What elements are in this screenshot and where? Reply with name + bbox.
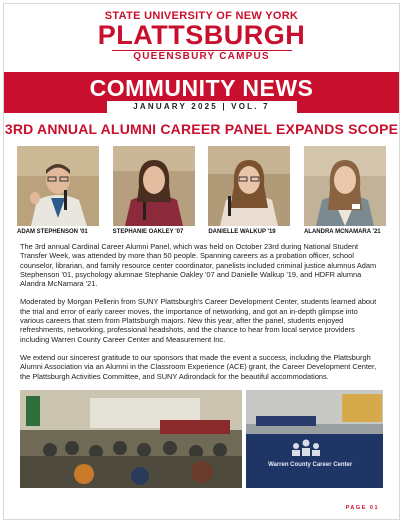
article-paragraph-1: The 3rd annual Cardinal Career Alumni Panel, which was held on October 23rd during National Student Transfer Week, was attended by more than 50 people. Spanning careers as a probation officer, school counselor, librarian, and family resource center coordinator, panelists included criminal justice alumnus Adam Stephenson '01, psychology alumnae Stephanie Oakley '07 and Danielle Walkup '19, and HDFR alumna Alandra McNamara '21. [20,242,377,289]
article-paragraph-2: Moderated by Morgan Pellerin from SUNY Plattsburgh's Career Development Center, students learned about the trial and error of early career moves, the importance of networking, and got an in-depth glimpse into various careers that stem from Plattsburgh majors. New this year, after the panel, students enjoyed refreshments, networking, professional headshots, and the chance to hear from local service providers including Warren County Career Center and Measurement Inc. [20,297,377,344]
page-number: PAGE 01 [345,505,379,511]
booth-banner-text: Warren County Career Center [268,461,353,468]
event-audience-photo [20,390,242,488]
panelist-photo-2 [113,146,195,235]
career-center-booth-photo [246,390,383,488]
event-photos [4,390,399,488]
panelist-caption-4: ALANDRA MCNAMARA '21 [303,229,381,235]
article-body [4,242,399,381]
panelist-image-stephanie [113,146,195,226]
panelist-image-alandra [304,146,386,226]
panelist-caption-3: DANIELLE WALKUP '19 [208,229,276,235]
panelist-image-danielle [208,146,290,226]
panelist-photo-1 [17,146,99,235]
panelist-photo-4 [304,146,386,235]
panelist-caption-1: ADAM STEPHENSON '01 [17,229,88,235]
panelist-photo-3 [208,146,290,235]
masthead-university: STATE UNIVERSITY OF NEW YORK [104,10,299,22]
masthead-plattsburgh: PLATTSBURGH [97,20,306,50]
masthead [4,4,399,62]
panelist-caption-2: STEPHANIE OAKLEY '07 [112,229,184,235]
title-banner [4,72,399,113]
panelist-photos [4,146,399,235]
newsletter-page [3,3,400,520]
masthead-campus: QUEENSBURY CAMPUS [133,51,270,62]
article-paragraph-3: We extend our sincerest gratitude to our sponsors that made the event a success, including the Plattsburgh Alumni Association via an Alumni in the Classroom Experience (ACE) grant, the Career Development Center, the Plattsburgh Activities Committee, and SUNY Adirondack for the beautiful accommodations. [20,352,377,381]
newsletter-title: COMMUNITY NEWS [89,75,314,101]
issue-date: JANUARY 2025 | VOL. 7 [107,101,297,113]
article-headline: 3RD ANNUAL ALUMNI CAREER PANEL EXPANDS SCOPE [4,121,399,137]
panelist-image-adam [17,146,99,226]
